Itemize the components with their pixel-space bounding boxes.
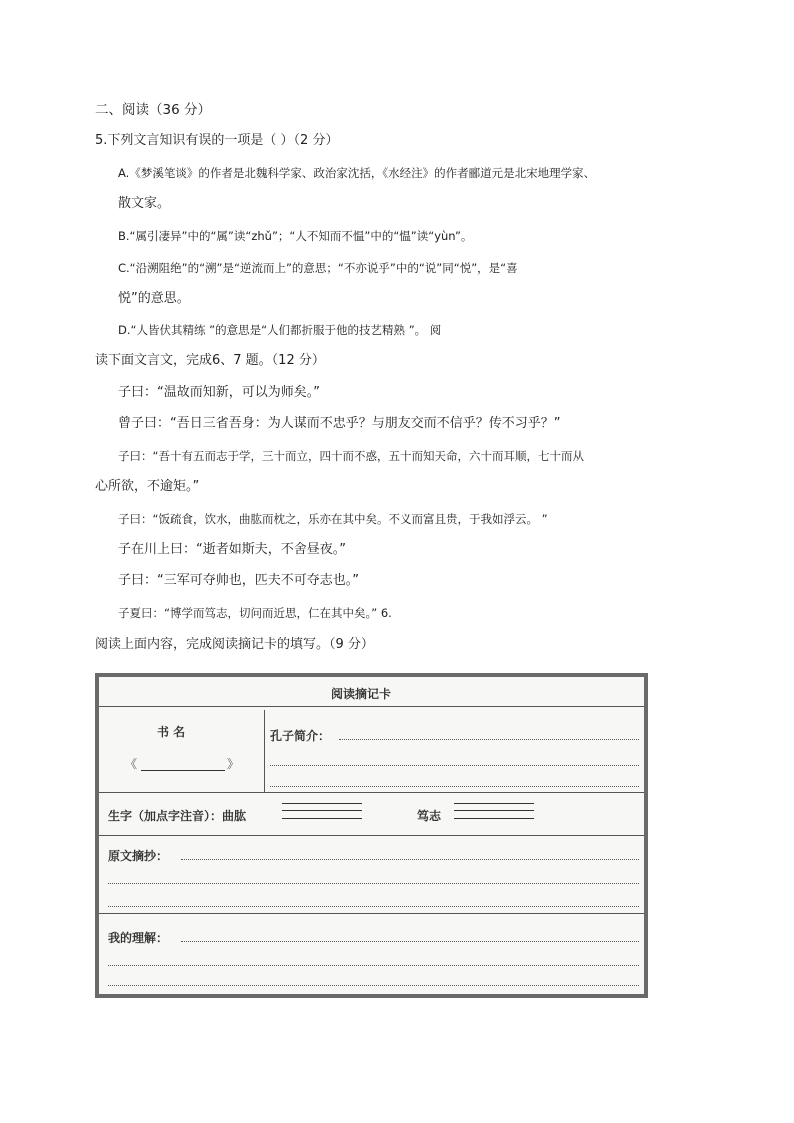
passage-3-cont: 心所欲，不逾矩。” (95, 479, 200, 494)
new-word-1-pinyin-blank[interactable] (282, 803, 362, 819)
question5-option-a: A.《梦溪笔谈》的作者是北魏科学家、政治家沈括，《水经注》的作者郦道元是北宋地理学家、 (118, 166, 596, 180)
question5-option-d: D.“人皆伏其精练 ”的意思是“人们都折服于他的技艺精熟 ”。 阅 (118, 323, 442, 337)
passage-6: 子曰：“三军可夺帅也，匹夫不可夺志也。” (118, 573, 359, 588)
understanding-line-2[interactable] (108, 965, 639, 966)
understanding-label: 我的理解： (108, 931, 169, 945)
excerpt-line-1[interactable] (181, 859, 639, 860)
book-open-bracket: 《 (125, 757, 138, 771)
question5-option-c: C.“沿溯阻绝”的“溯”是“逆流而上”的意思；“不亦说乎”中的“说”同“悦”，是“喜 (118, 261, 518, 275)
divider (264, 710, 265, 792)
confucius-intro-line-3[interactable] (270, 786, 639, 787)
question5-option-c-cont: 悦”的意思。 (118, 291, 190, 306)
understanding-line-3[interactable] (108, 985, 639, 986)
passage-1: 子曰：“温故而知新，可以为师矣。” (118, 385, 320, 400)
confucius-intro-label: 孔子简介： (270, 729, 331, 743)
confucius-intro-line-1[interactable] (339, 739, 639, 740)
passage-5: 子在川上曰：“逝者如斯夫，不舍昼夜。” (118, 542, 346, 557)
excerpt-line-2[interactable] (108, 883, 639, 884)
card-title: 阅读摘记卡 (331, 687, 392, 701)
section-title: 二、阅读（36 分） (95, 102, 211, 118)
divider (99, 913, 644, 914)
new-word-2-label: 笃志 (417, 809, 442, 823)
divider (99, 792, 644, 793)
book-name-blank[interactable] (141, 770, 225, 771)
book-close-bracket: 》 (227, 757, 240, 771)
confucius-intro-line-2[interactable] (270, 765, 639, 766)
new-words-label: 生字（加点字注音）：曲肱 (108, 809, 247, 823)
divider (99, 706, 644, 707)
instruction-6: 阅读上面内容，完成阅读摘记卡的填写。（9 分） (95, 637, 374, 652)
divider (99, 835, 644, 836)
passage-3: 子曰：“吾十有五而志于学，三十而立，四十而不惑，五十而知天命，六十而耳顺，七十而从 (118, 449, 584, 463)
book-name-label: 书 名 (157, 725, 186, 739)
passage-4: 子曰：“饭疏食，饮水，曲肱而枕之，乐亦在其中矣。不义而富且贵，于我如浮云。 ” (118, 512, 548, 526)
instruction-6-7: 读下面文言文，完成6、7 题。（12 分） (95, 353, 325, 368)
passage-2: 曾子曰：“吾日三省吾身：为人谋而不忠乎？与朋友交而不信乎？传不习乎？” (118, 416, 561, 431)
new-word-2-pinyin-blank[interactable] (454, 803, 534, 819)
excerpt-label: 原文摘抄： (108, 849, 169, 863)
question5-stem: 5.下列文言知识有误的一项是（ ）（2 分） (95, 133, 339, 148)
question5-option-b: B.“属引凄异”中的“属”读“zhǔ”；“人不知而不愠”中的“愠”读“yùn”。 (118, 229, 473, 243)
understanding-line-1[interactable] (181, 941, 639, 942)
excerpt-line-3[interactable] (108, 906, 639, 907)
question5-option-a-cont: 散文家。 (118, 196, 171, 211)
passage-7: 子夏曰：“博学而笃志，切问而近思，仁在其中矣。” 6. (118, 606, 392, 620)
reading-note-card (95, 673, 648, 998)
